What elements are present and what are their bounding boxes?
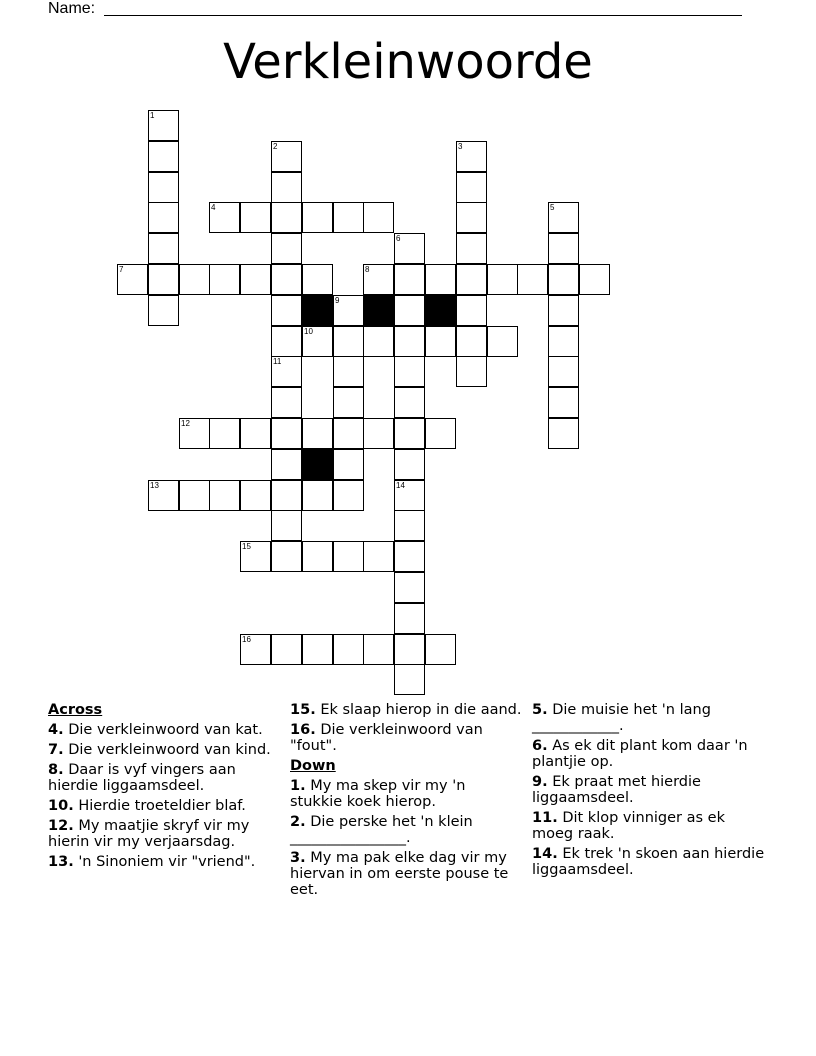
- grid-cell[interactable]: [579, 264, 610, 295]
- grid-cell-black: [425, 295, 456, 326]
- clue-down-9: 9. Ek praat met hierdie liggaamsdeel.: [532, 774, 701, 806]
- grid-cell[interactable]: [117, 264, 148, 295]
- clue-across-13: 13. 'n Sinoniem vir "vriend".: [48, 854, 256, 870]
- grid-cell[interactable]: [302, 264, 333, 295]
- cell-number: 12: [181, 419, 190, 428]
- grid-cell[interactable]: [425, 326, 456, 357]
- grid-cell[interactable]: [271, 172, 302, 203]
- grid-cell[interactable]: [271, 202, 302, 233]
- clue-down-5: 5. Die muisie het 'n lang ____________.: [532, 702, 711, 734]
- grid-cell-black: [302, 449, 333, 480]
- grid-cell[interactable]: [394, 572, 425, 603]
- cell-number: 3: [458, 142, 463, 151]
- grid-cell[interactable]: [148, 264, 179, 295]
- grid-cell[interactable]: [394, 326, 425, 357]
- grid-cell-black: [363, 295, 394, 326]
- grid-cell[interactable]: [487, 326, 518, 357]
- grid-cell[interactable]: [333, 202, 364, 233]
- grid-cell[interactable]: [333, 418, 364, 449]
- cell-number: 15: [242, 542, 251, 551]
- grid-cell[interactable]: [456, 233, 487, 264]
- grid-cell[interactable]: [517, 264, 548, 295]
- grid-cell[interactable]: [333, 356, 364, 387]
- grid-cell[interactable]: [333, 480, 364, 511]
- down-heading: Down: [290, 758, 336, 774]
- grid-cell[interactable]: [302, 634, 333, 665]
- grid-cell[interactable]: [209, 202, 240, 233]
- grid-cell[interactable]: [179, 418, 210, 449]
- cell-number: 14: [396, 481, 405, 490]
- grid-cell[interactable]: [548, 418, 579, 449]
- cell-number: 16: [242, 635, 251, 644]
- grid-cell[interactable]: [394, 387, 425, 418]
- grid-cell[interactable]: [271, 634, 302, 665]
- clue-across-10: 10. Hierdie troeteldier blaf.: [48, 798, 246, 814]
- grid-cell[interactable]: [456, 202, 487, 233]
- grid-cell[interactable]: [271, 295, 302, 326]
- grid-cell-black: [302, 295, 333, 326]
- name-label: Name:: [48, 0, 96, 17]
- grid-cell[interactable]: [456, 141, 487, 172]
- grid-cell[interactable]: [209, 264, 240, 295]
- grid-cell[interactable]: [148, 172, 179, 203]
- grid-cell[interactable]: [148, 233, 179, 264]
- grid-cell[interactable]: [548, 356, 579, 387]
- clue-down-11: 11. Dit klop vinniger as ek moeg raak.: [532, 810, 725, 842]
- grid-cell[interactable]: [333, 295, 364, 326]
- grid-cell[interactable]: [271, 264, 302, 295]
- grid-cell[interactable]: [333, 449, 364, 480]
- grid-cell[interactable]: [425, 634, 456, 665]
- grid-cell[interactable]: [394, 480, 425, 511]
- grid-cell[interactable]: [148, 110, 179, 141]
- grid-cell[interactable]: [271, 233, 302, 264]
- cell-number: 13: [150, 481, 159, 490]
- clue-down-1: 1. My ma skep vir my 'n stukkie koek hierop.: [290, 778, 466, 810]
- grid-cell[interactable]: [548, 295, 579, 326]
- grid-cell[interactable]: [548, 233, 579, 264]
- clue-column-1: [48, 702, 280, 874]
- clue-across-7: 7. Die verkleinwoord van kind.: [48, 742, 271, 758]
- grid-cell[interactable]: [271, 141, 302, 172]
- clue-across-15: 15. Ek slaap hierop in die aand.: [290, 702, 522, 718]
- grid-cell[interactable]: [394, 664, 425, 695]
- grid-cell[interactable]: [179, 480, 210, 511]
- grid-cell[interactable]: [302, 480, 333, 511]
- grid-cell[interactable]: [363, 541, 394, 572]
- grid-cell[interactable]: [240, 480, 271, 511]
- cell-number: 9: [335, 296, 340, 305]
- grid-cell[interactable]: [333, 634, 364, 665]
- grid-cell[interactable]: [363, 326, 394, 357]
- page-title: Verkleinwoorde: [223, 34, 593, 90]
- grid-cell[interactable]: [425, 418, 456, 449]
- grid-cell[interactable]: [271, 356, 302, 387]
- grid-cell[interactable]: [271, 418, 302, 449]
- grid-cell[interactable]: [548, 202, 579, 233]
- grid-cell[interactable]: [456, 264, 487, 295]
- grid-cell[interactable]: [209, 418, 240, 449]
- grid-cell[interactable]: [302, 418, 333, 449]
- grid-cell[interactable]: [394, 295, 425, 326]
- cell-number: 6: [396, 234, 401, 243]
- grid-cell[interactable]: [302, 541, 333, 572]
- grid-cell[interactable]: [148, 202, 179, 233]
- clue-across-8: 8. Daar is vyf vingers aan hierdie liggaamsdeel.: [48, 762, 236, 794]
- grid-cell[interactable]: [394, 449, 425, 480]
- grid-cell[interactable]: [271, 449, 302, 480]
- grid-cell[interactable]: [456, 172, 487, 203]
- grid-cell[interactable]: [240, 264, 271, 295]
- grid-cell[interactable]: [271, 541, 302, 572]
- grid-cell[interactable]: [240, 541, 271, 572]
- grid-cell[interactable]: [302, 202, 333, 233]
- grid-cell[interactable]: [240, 418, 271, 449]
- grid-cell[interactable]: [271, 480, 302, 511]
- grid-cell[interactable]: [240, 634, 271, 665]
- grid-cell[interactable]: [456, 356, 487, 387]
- cell-number: 10: [304, 327, 313, 336]
- grid-cell[interactable]: [394, 418, 425, 449]
- clue-across-4: 4. Die verkleinwoord van kat.: [48, 722, 263, 738]
- clue-across-16: 16. Die verkleinwoord van "fout".: [290, 722, 483, 754]
- grid-cell[interactable]: [456, 295, 487, 326]
- grid-cell[interactable]: [302, 326, 333, 357]
- grid-cell[interactable]: [394, 634, 425, 665]
- grid-cell[interactable]: [333, 541, 364, 572]
- grid-cell[interactable]: [425, 264, 456, 295]
- clue-column-2: [290, 702, 522, 902]
- grid-cell[interactable]: [148, 141, 179, 172]
- cell-number: 1: [150, 111, 155, 120]
- grid-cell[interactable]: [148, 480, 179, 511]
- across-heading: Across: [48, 702, 103, 718]
- grid-cell[interactable]: [548, 387, 579, 418]
- grid-cell[interactable]: [148, 295, 179, 326]
- grid-cell[interactable]: [363, 202, 394, 233]
- grid-cell[interactable]: [394, 541, 425, 572]
- clue-down-6: 6. As ek dit plant kom daar 'n plantjie op.: [532, 738, 748, 770]
- grid-cell[interactable]: [271, 326, 302, 357]
- grid-cell[interactable]: [209, 480, 240, 511]
- grid-cell[interactable]: [394, 264, 425, 295]
- grid-cell[interactable]: [363, 418, 394, 449]
- grid-cell[interactable]: [548, 264, 579, 295]
- grid-cell[interactable]: [548, 326, 579, 357]
- cell-number: 11: [273, 357, 282, 366]
- cell-number: 5: [550, 203, 555, 212]
- grid-cell[interactable]: [333, 326, 364, 357]
- grid-cell[interactable]: [487, 264, 518, 295]
- cell-number: 2: [273, 142, 278, 151]
- grid-cell[interactable]: [271, 510, 302, 541]
- clue-across-12: 12. My maatjie skryf vir my hierin vir my verjaarsdag.: [48, 818, 250, 850]
- grid-cell[interactable]: [179, 264, 210, 295]
- cell-number: 7: [119, 265, 124, 274]
- clue-down-14: 14. Ek trek 'n skoen aan hierdie liggaamsdeel.: [532, 846, 765, 878]
- grid-cell[interactable]: [394, 233, 425, 264]
- grid-cell[interactable]: [240, 202, 271, 233]
- grid-cell[interactable]: [333, 387, 364, 418]
- cell-number: 8: [365, 265, 370, 274]
- grid-cell[interactable]: [363, 634, 394, 665]
- clue-column-3: [532, 702, 768, 882]
- cell-number: 4: [211, 203, 216, 212]
- grid-cell[interactable]: [271, 387, 302, 418]
- grid-cell[interactable]: [394, 603, 425, 634]
- grid-cell[interactable]: [363, 264, 394, 295]
- clue-down-3: 3. My ma pak elke dag vir my hiervan in om eerste pouse te eet.: [290, 850, 509, 898]
- grid-cell[interactable]: [456, 326, 487, 357]
- clue-down-2: 2. Die perske het 'n klein ________________.: [290, 814, 473, 846]
- grid-cell[interactable]: [394, 510, 425, 541]
- grid-cell[interactable]: [394, 356, 425, 387]
